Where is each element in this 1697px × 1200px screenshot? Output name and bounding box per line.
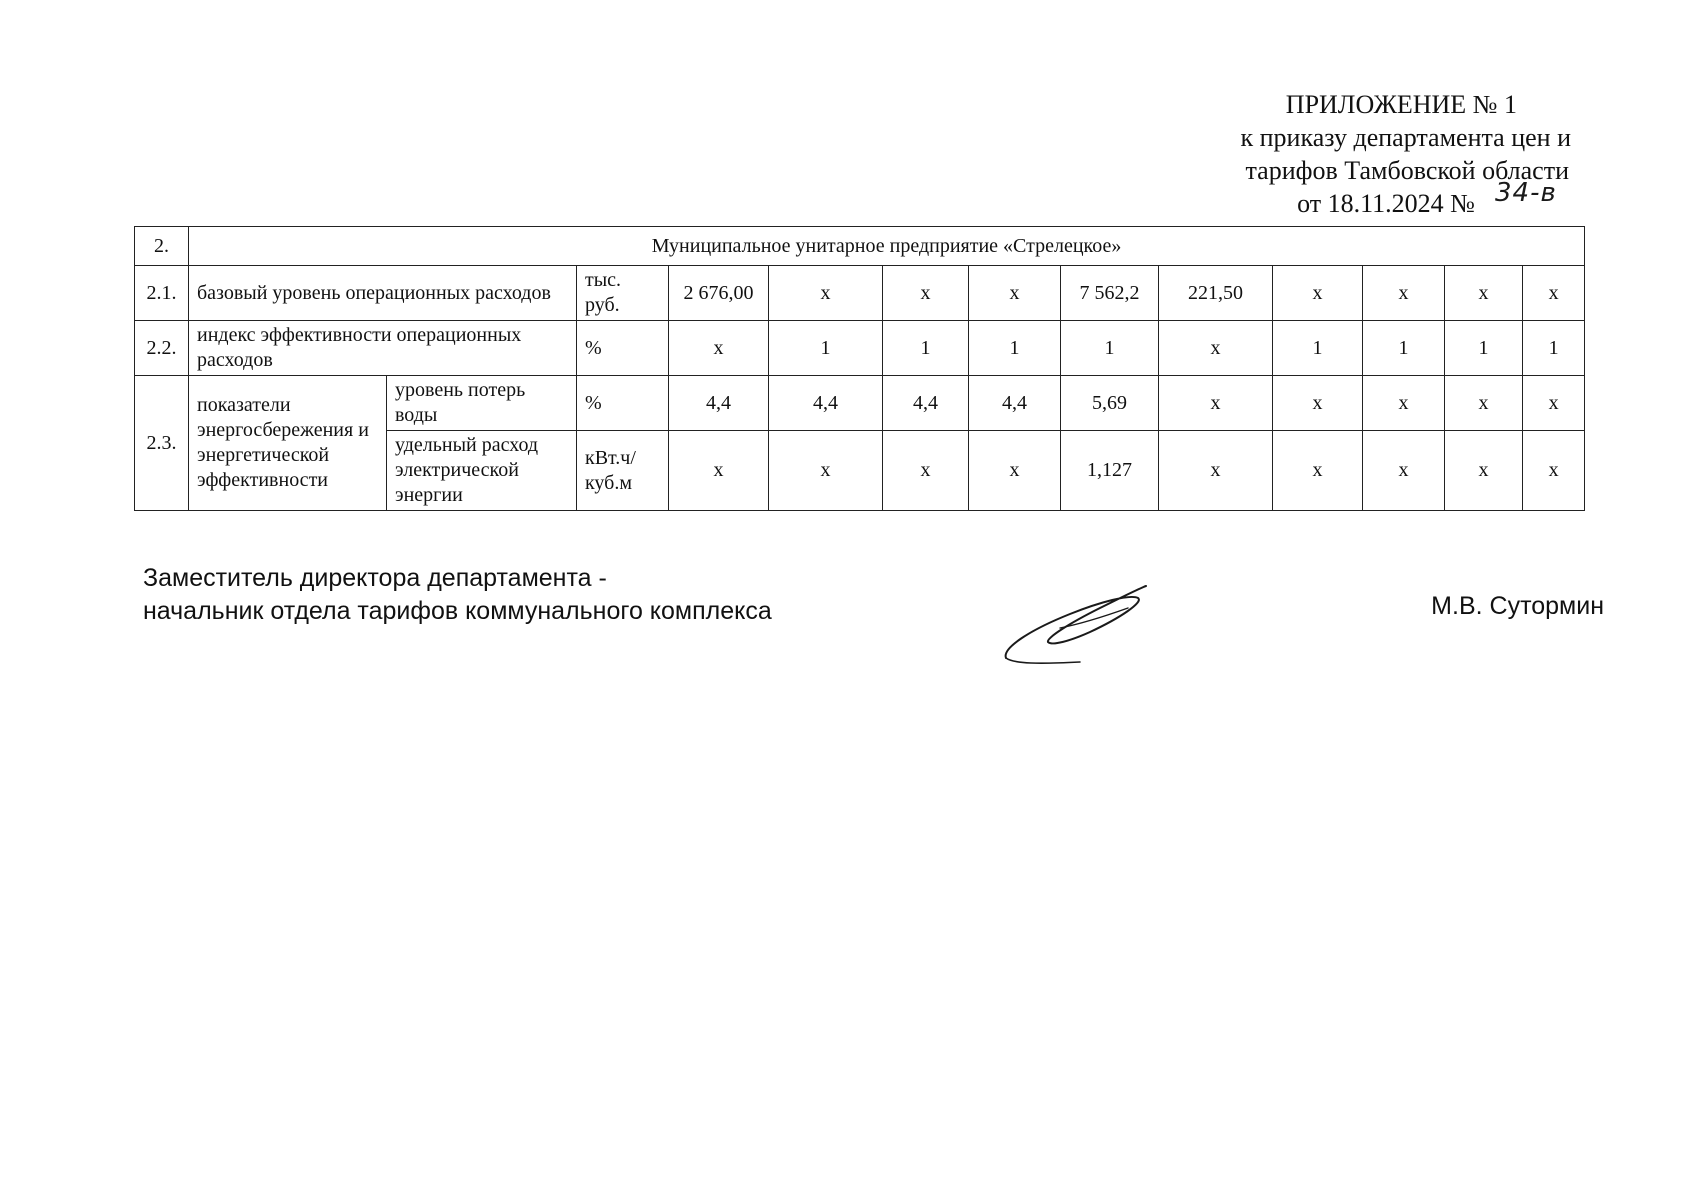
table-cell: х <box>1363 376 1445 431</box>
row-number: 2.2. <box>135 321 189 376</box>
table-row-2-2 <box>135 321 1585 376</box>
table-cell: 1 <box>1061 321 1159 376</box>
row-unit: % <box>577 321 669 376</box>
row-number: 2.3. <box>135 376 189 511</box>
row-unit: кВт.ч/ куб.м <box>577 431 669 511</box>
table-cell: х <box>1445 431 1523 511</box>
table-cell: 2 676,00 <box>669 266 769 321</box>
table-cell: х <box>1159 321 1273 376</box>
table-cell: 7 562,2 <box>1061 266 1159 321</box>
appendix-header <box>1051 88 1571 220</box>
table-row-2-3-water-loss <box>135 376 1585 431</box>
table-cell: х <box>669 321 769 376</box>
position-line-2: начальник отдела тарифов коммунального комплекса <box>143 597 772 625</box>
appendix-title: ПРИЛОЖЕНИЕ № 1 <box>1285 90 1517 119</box>
table-cell: х <box>1445 266 1523 321</box>
table-row-section <box>135 227 1585 266</box>
appendix-date: от 18.11.2024 № <box>1297 189 1475 218</box>
handwritten-signature <box>1000 578 1160 668</box>
row-indicator-name: удельный расход электрической энергии <box>387 431 577 511</box>
table-cell: 1 <box>1445 321 1523 376</box>
appendix-department: тарифов Тамбовской области <box>1245 156 1569 185</box>
table-cell: 221,50 <box>1159 266 1273 321</box>
signatory-position <box>143 562 772 628</box>
table-cell: х <box>1273 376 1363 431</box>
position-line-1: Заместитель директора департамента - <box>143 564 607 592</box>
table-cell: х <box>1159 376 1273 431</box>
table-cell: х <box>883 431 969 511</box>
indicators-table <box>134 226 1585 511</box>
table-cell: х <box>1159 431 1273 511</box>
table-cell: х <box>1445 376 1523 431</box>
table-cell: х <box>969 266 1061 321</box>
row-indicator-name: уровень потерь воды <box>387 376 577 431</box>
table-cell: 4,4 <box>769 376 883 431</box>
table-cell: 1 <box>969 321 1061 376</box>
table-cell: х <box>1273 266 1363 321</box>
table-row-2-1 <box>135 266 1585 321</box>
table-cell: 1 <box>1363 321 1445 376</box>
table-cell: х <box>883 266 969 321</box>
row-group-name: показатели энергосбережения и энергетической эффективности <box>189 376 387 511</box>
table-cell: х <box>769 431 883 511</box>
table-cell: 5,69 <box>1061 376 1159 431</box>
table-cell: 1 <box>883 321 969 376</box>
table-cell: х <box>1363 266 1445 321</box>
table-cell: х <box>769 266 883 321</box>
table-cell: х <box>1523 376 1585 431</box>
row-unit: тыс. руб. <box>577 266 669 321</box>
table-cell: 1 <box>1273 321 1363 376</box>
table-cell: х <box>1363 431 1445 511</box>
table-cell: х <box>1523 266 1585 321</box>
table-cell: 1,127 <box>1061 431 1159 511</box>
row-indicator-name: индекс эффективности операционных расходов <box>189 321 577 376</box>
handwritten-order-number <box>1495 178 1585 214</box>
table-cell: х <box>1273 431 1363 511</box>
row-indicator-name: базовый уровень операционных расходов <box>189 266 577 321</box>
table-cell: х <box>1523 431 1585 511</box>
table-cell: 4,4 <box>883 376 969 431</box>
table-cell: 4,4 <box>669 376 769 431</box>
table-cell: х <box>669 431 769 511</box>
table-cell: 4,4 <box>969 376 1061 431</box>
table-cell: х <box>969 431 1061 511</box>
section-title: Муниципальное унитарное предприятие «Стрелецкое» <box>189 227 1585 266</box>
table-cell: 1 <box>769 321 883 376</box>
appendix-order-ref: к приказу департамента цен и <box>1240 123 1571 152</box>
order-number-text: 34-в <box>1495 178 1557 208</box>
row-number: 2.1. <box>135 266 189 321</box>
section-number: 2. <box>135 227 189 266</box>
row-unit: % <box>577 376 669 431</box>
table-cell: 1 <box>1523 321 1585 376</box>
signer-name: М.В. Сутормин <box>1431 592 1604 620</box>
